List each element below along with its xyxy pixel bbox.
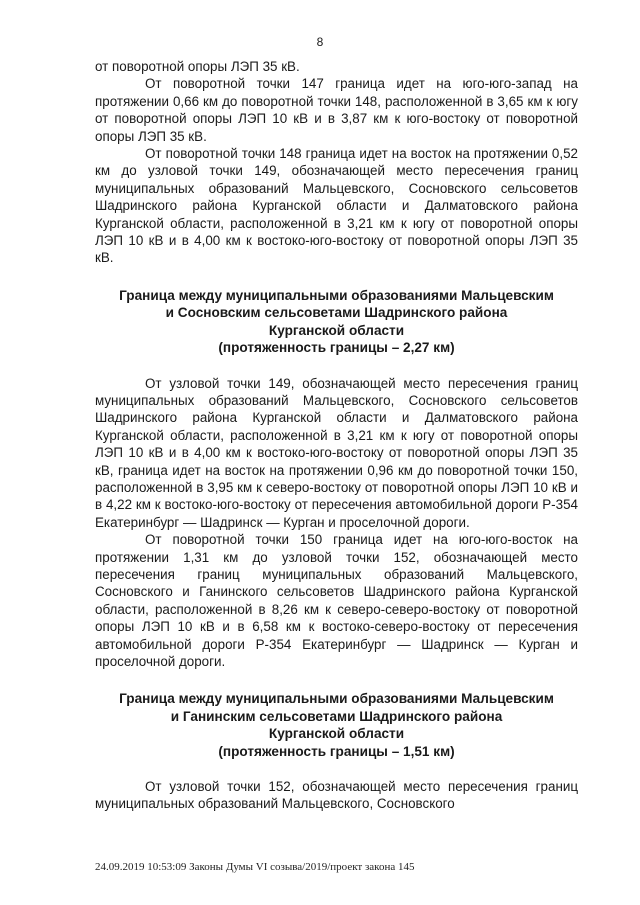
paragraph: От поворотной точки 150 граница идет на юго-юго-восток на протяжении 1,31 км до узловой точки 152, обозначающей место пересечения границ муниципальных образований Мальцевского, Сосновского и Ганинского сельсоветов Шадринского района Курганской области, расположенной в 8,26 км к северо-северо-востоку от поворотной опоры ЛЭП 10 кВ и в 6,58 км к востоко-северо-востоку от пересечения автомобильной дороги Р-354 Екатеринбург — Шадринск — Курган и проселочной дороги. xyxy=(95,532,578,669)
heading-line: и Ганинским сельсоветами Шадринского района xyxy=(170,708,503,724)
heading-line: и Сосновским сельсоветами Шадринского района xyxy=(165,305,508,321)
footer-stamp: 24.09.2019 10:53:09 Законы Думы VI созыва/2019/проект закона 145 xyxy=(95,861,415,873)
paragraph: От поворотной точки 148 граница идет на восток на протяжении 0,52 км до узловой точки 149, обозначающей место пересечения границ муниципальных образований Мальцевского, Сосновского сельсоветов Шадринского района Курганской области и Далматовского района Курганской области, расположенной в 3,21 км к югу от поворотной опоры ЛЭП 10 кВ и в 4,00 км к востоко-юго-востоку от поворотной опоры ЛЭП 35 кВ. xyxy=(95,146,578,266)
document-body xyxy=(95,58,578,813)
section-heading xyxy=(95,690,578,760)
heading-line: Граница между муниципальными образованиями Мальцевским xyxy=(119,287,554,303)
paragraph: От узловой точки 152, обозначающей место пересечения границ муниципальных образований Мальцевского, Сосновского xyxy=(95,779,578,812)
heading-length: (протяженность границы – 1,51 км) xyxy=(218,743,455,759)
paragraph: От поворотной точки 147 граница идет на юго-юго-запад на протяжении 0,66 км до поворотной точки 148, расположенной в 3,65 км к югу от поворотной опоры ЛЭП 10 кВ и в 3,87 км к юго-востоку от поворотной опоры ЛЭП 35 кВ. xyxy=(95,76,578,144)
section-heading xyxy=(95,287,578,357)
heading-line: Курганской области xyxy=(268,322,405,338)
heading-length: (протяженность границы – 2,27 км) xyxy=(218,340,455,356)
paragraph: от поворотной опоры ЛЭП 35 кВ. xyxy=(95,59,300,74)
paragraph: От узловой точки 149, обозначающей место пересечения границ муниципальных образований Мальцевского, Сосновского сельсоветов Шадринского района Курганской области и Далматовского района Курганской области, расположенной в 3,21 км к югу от поворотной опоры ЛЭП 10 кВ и в 4,00 км к востоко-юго-востоку от поворотной опоры ЛЭП 35 кВ, граница идет на восток на протяжении 0,96 км до поворотной точки 150, расположенной в 3,95 км к северо-востоку от поворотной опоры ЛЭП 10 кВ и в 4,22 км к востоко-юго-востоку от пересечения автомобильной дороги Р-354 Екатеринбург — Шадринск — Курган и проселочной дороги. xyxy=(95,375,578,530)
heading-line: Граница между муниципальными образованиями Мальцевским xyxy=(119,691,554,707)
page-number: 8 xyxy=(316,35,324,49)
heading-line: Курганской области xyxy=(268,726,405,742)
